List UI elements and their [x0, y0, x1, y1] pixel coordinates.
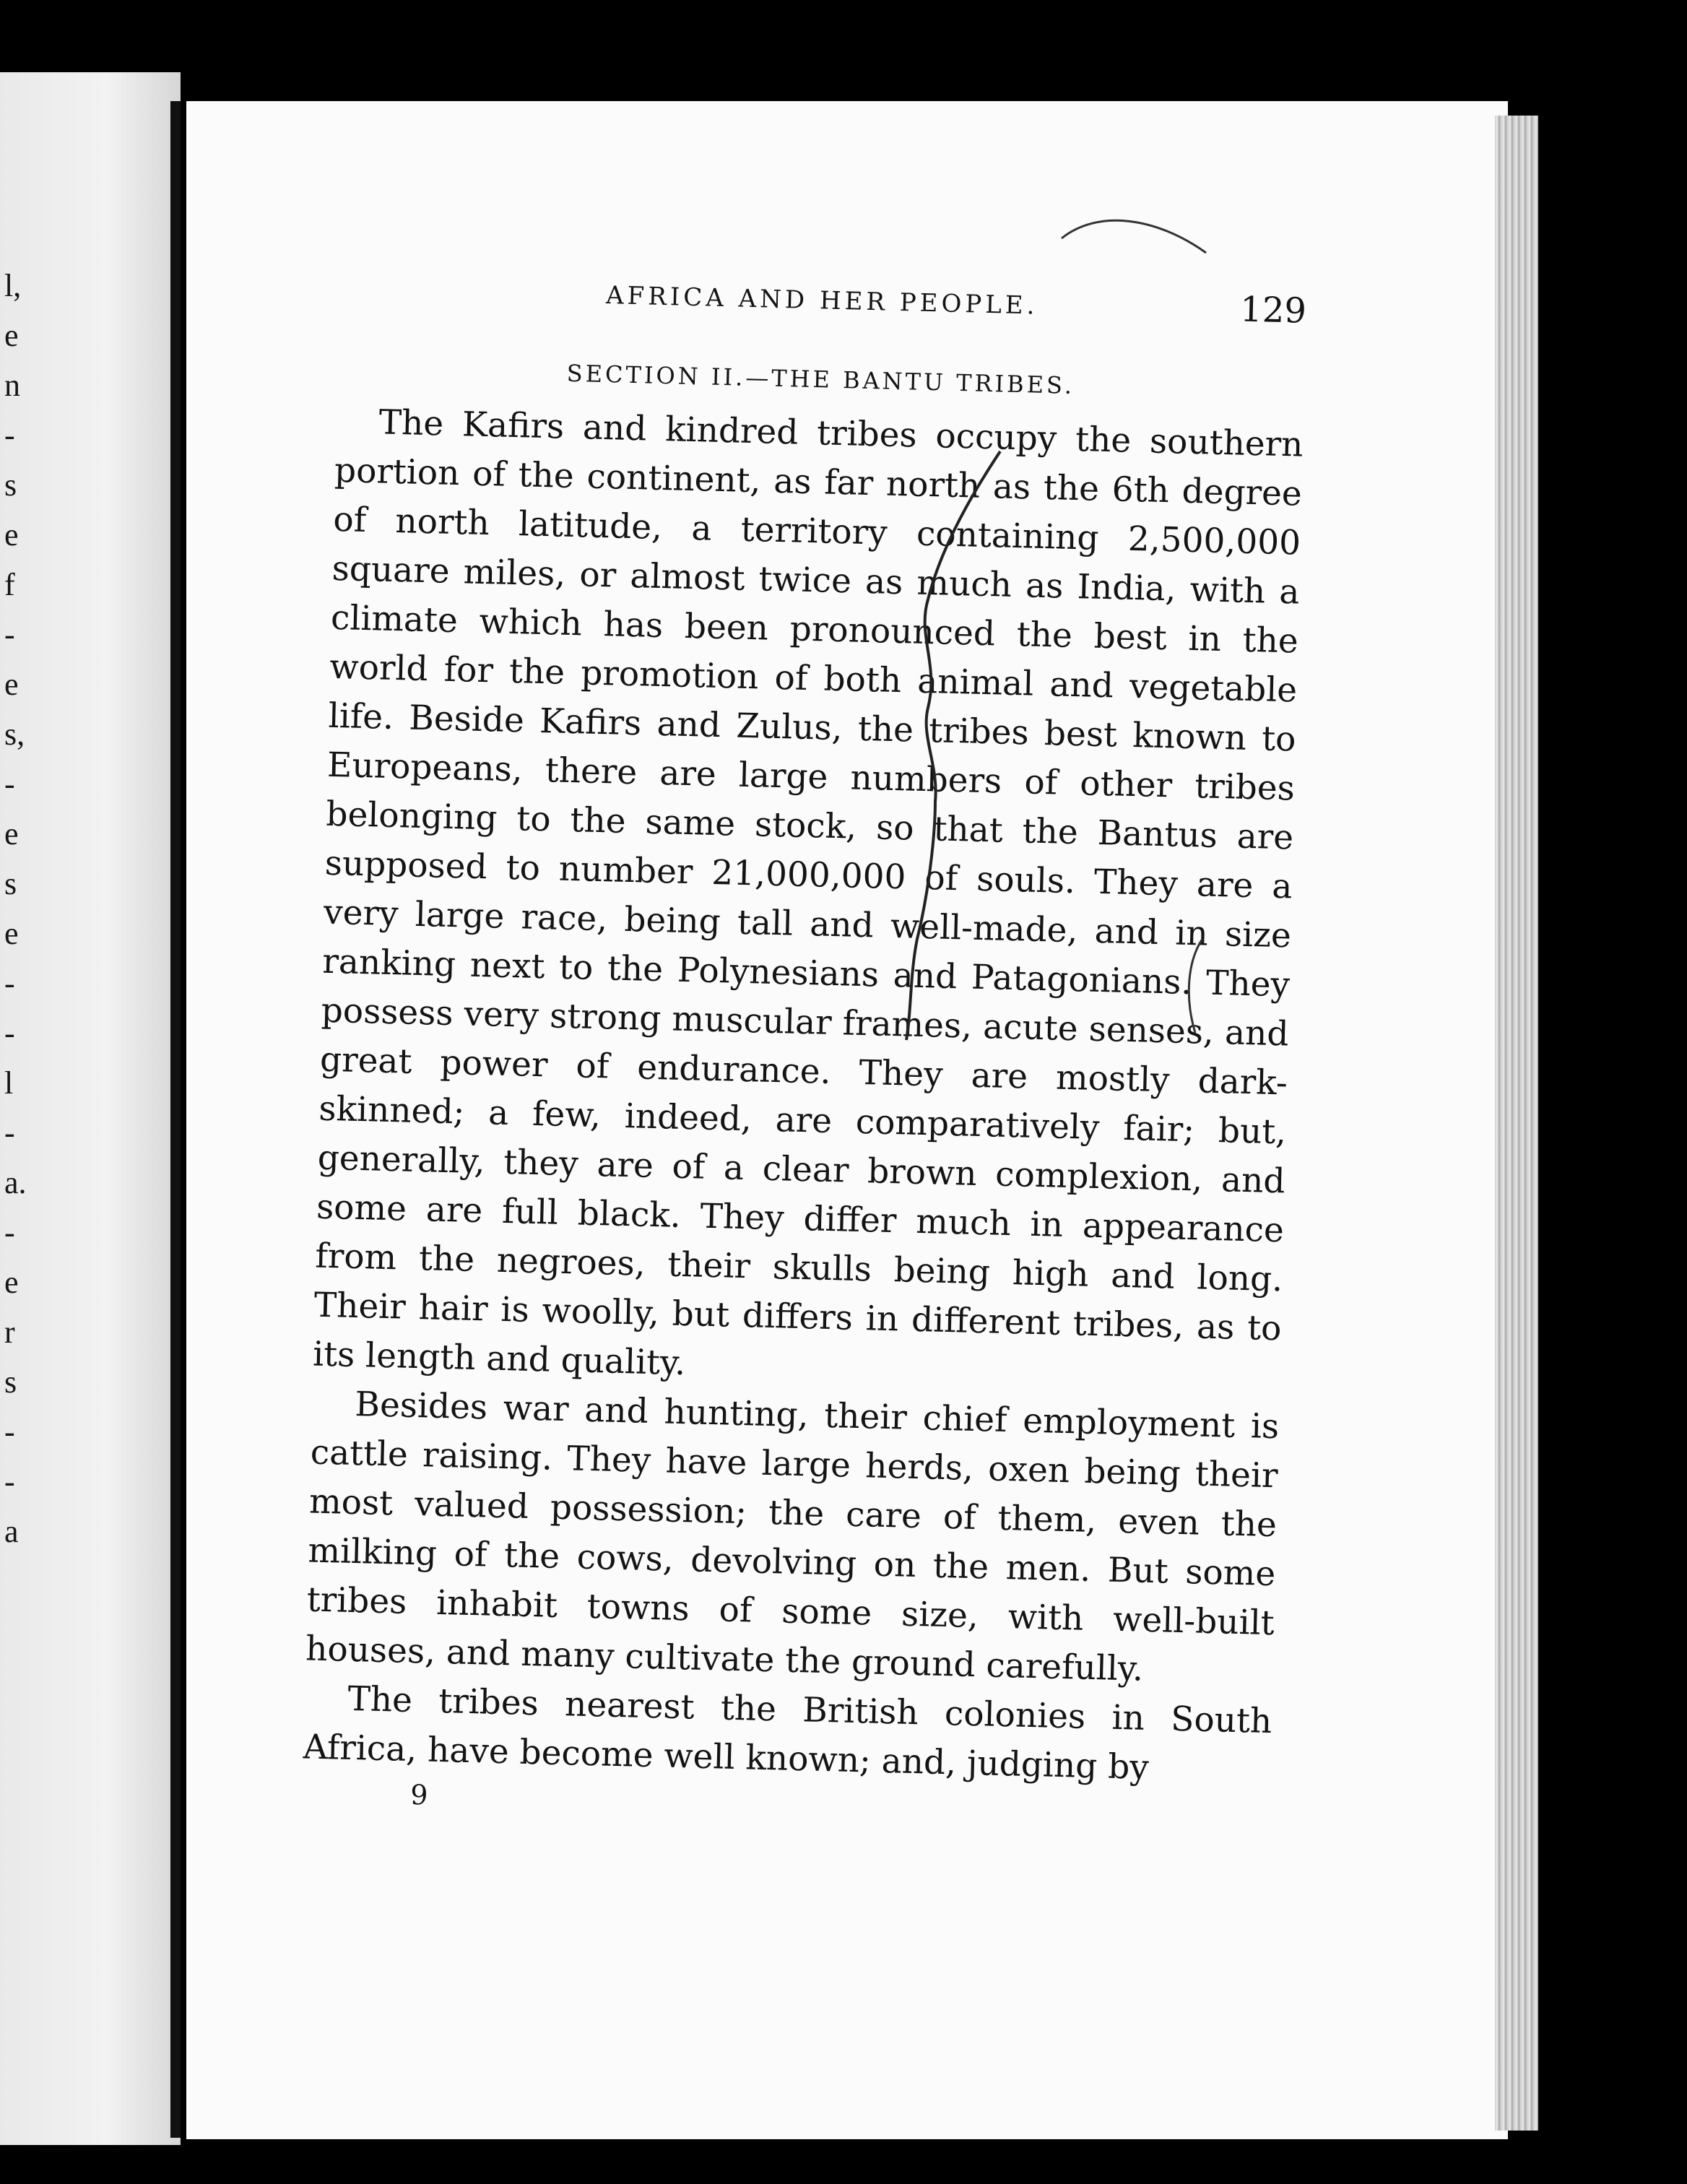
left-page-fragment: e [4, 667, 19, 702]
left-page-fragment: l [4, 1065, 14, 1101]
page-block-edge [1495, 116, 1538, 2131]
left-page-fragment: s, [4, 716, 25, 752]
body-paragraph: The Kafirs and kindred tribes occupy the southern portion of the continent, as far north as the 6th degree of north latitude, a territory containing 2,500,000 square miles, or almost twice as much as India, with a climate which has been pronounced the best in the world for the promotion of both animal and vegetable life. Beside Kafirs and Zulus, the tribes best known to Europeans, there are large numbers of other tribes belonging to the same stock, so that the Bantus are supposed to number 21,000,000 of souls. They are a very large race, being tall and well-made, and in size ranking next to the Polynesians and Patagonians. They possess very strong muscular frames, acute senses, and great power of endurance. They are mostly dark-skinned; a few, indeed, are comparatively fair; but, generally, they are of a clear brown complexion, and some are full black. They differ much in appearance from the negroes, their skulls being high and long. Their hair is woolly, but differs in different tribes, as to its length and quality. [312, 402, 1304, 1384]
left-page-fragment: s [4, 467, 17, 503]
left-page-fragment: e [4, 1265, 19, 1300]
left-page-fragment: - [4, 1015, 15, 1051]
left-page-fragment: e [4, 816, 19, 852]
left-page-fragment: n [4, 368, 20, 403]
left-page-fragment: e [4, 517, 19, 552]
page-number: 129 [1239, 289, 1307, 332]
left-page-fragment: - [4, 1115, 15, 1150]
left-page-fragment: - [4, 966, 15, 1001]
left-page-fragment: s [4, 1364, 17, 1400]
page-text-block [302, 267, 1307, 1832]
left-page-fragment: a. [4, 1165, 27, 1200]
left-page-fragment: s [4, 866, 17, 901]
signature-mark: 9 [409, 1779, 429, 1811]
left-page-fragment: a [4, 1514, 19, 1549]
section-heading: SECTION II.—THE BANTU TRIBES. [566, 359, 1075, 399]
left-page-fragment: - [4, 1414, 15, 1450]
left-page-fragment: e [4, 318, 19, 353]
left-facing-page [0, 72, 181, 2145]
book-gutter [170, 101, 181, 2138]
left-page-fragment: e [4, 916, 19, 951]
left-page-fragment: - [4, 417, 15, 453]
left-page-fragment: - [4, 766, 15, 802]
left-page-fragment: r [4, 1314, 15, 1350]
left-page-fragment: l, [4, 268, 22, 303]
running-head-title: AFRICA AND HER PEOPLE. [605, 281, 1038, 321]
left-page-fragment: - [4, 1215, 15, 1250]
left-page-fragment: f [4, 567, 15, 602]
left-page-fragment: - [4, 1464, 15, 1499]
body-paragraph: The tribes nearest the British colonies in South Africa, have become well known; and, judging by [303, 1678, 1272, 1788]
body-paragraph: Besides war and hunting, their chief employment is cattle raising. They have large herds, oxen being their most valued possession; the care of them, even the milking of the cows, devolving on the men. But some tribes inhabit towns of some size, with well-built houses, and many cultivate the ground carefully. [305, 1384, 1280, 1689]
left-page-fragment: - [4, 617, 15, 652]
